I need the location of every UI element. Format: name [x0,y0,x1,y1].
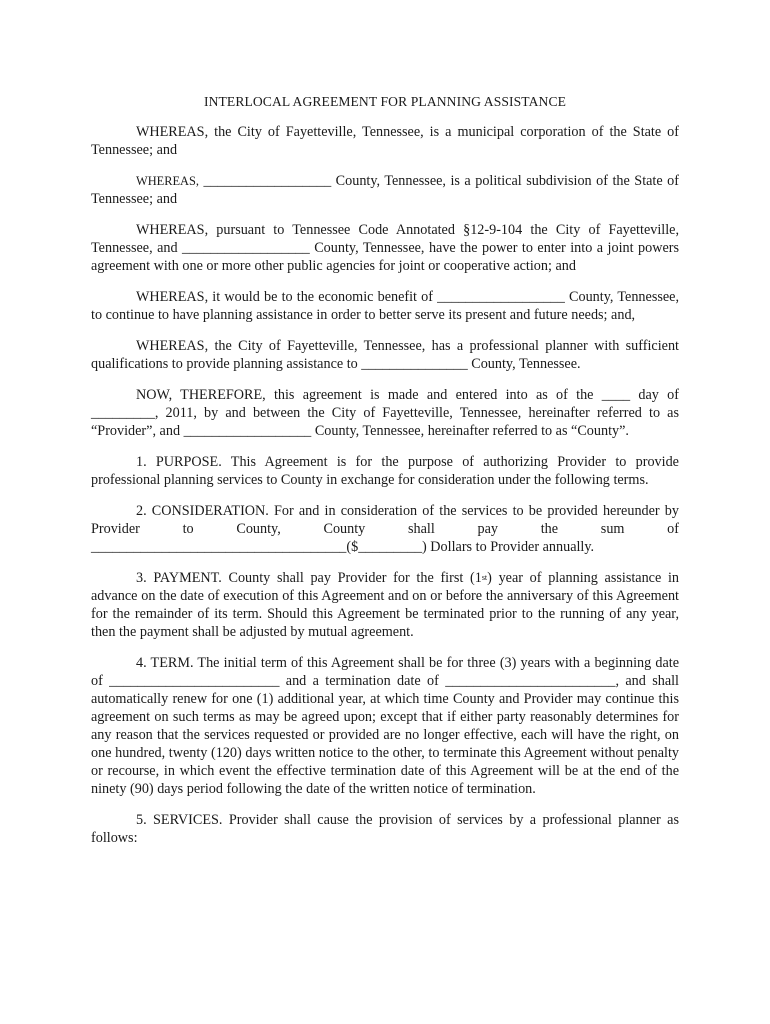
payment-text-b: ) year of planning assistance in advance on the date of execution of this Agreement and on or before the anniversary of this Agreement for the remainder of its term. Should this Agreement be terminated prior to the running of any year, then the payment shall be adjusted by mutual agreement. [91,570,679,640]
purpose-section: 1. PURPOSE. This Agreement is for the purpose of authorizing Provider to provide professional planning services to County in exchange for consideration under the following terms. [91,454,679,488]
whereas-county-paragraph [91,172,679,208]
payment-section [91,569,679,641]
whereas-benefit-paragraph: WHEREAS, it would be to the economic benefit of __________________ County, Tennessee, to continue to have planning assistance in order to better serve its present and future needs; and, [91,289,679,323]
whereas-planner-paragraph: WHEREAS, the City of Fayetteville, Tennessee, has a professional planner with sufficient qualifications to provide planning assistance to _______________ County, Tennessee. [91,338,679,372]
services-section: 5. SERVICES. Provider shall cause the provision of services by a professional planner as follows: [91,812,679,846]
whereas-county-text: __________________ County, Tennessee, is a political subdivision of the State of Tennessee; and [91,173,679,207]
document-page [91,93,679,860]
payment-text-a: 3. PAYMENT. County shall pay Provider for the first (1 [136,570,482,586]
whereas-power-paragraph: WHEREAS, pursuant to Tennessee Code Annotated §12-9-104 the City of Fayetteville, Tennessee, and __________________ County, Tennessee, have the power to enter into a joint powers agreement with one or more other public agencies for joint or cooperative action; and [91,222,679,274]
whereas-city-paragraph: WHEREAS, the City of Fayetteville, Tennessee, is a municipal corporation of the State of Tennessee; and [91,124,679,158]
document-title: INTERLOCAL AGREEMENT FOR PLANNING ASSISTANCE [203,94,567,109]
whereas-lead: WHEREAS, [136,174,199,188]
consideration-section: 2. CONSIDERATION. For and in consideration of the services to be provided hereunder by Provider to County, County shall pay the sum of ____________________________________($_________) Dollars to Provider annually. [91,503,679,555]
term-section: 4. TERM. The initial term of this Agreement shall be for three (3) years with a beginning date of ________________________ and a termination date of ________________________, and shall automatically renew for one (1) additional year, at which time County and Provider may continue this agreement on such terms as may be agreed upon; except that if either party reasonably determines for any reason that the services requested or provided are no longer effective, each will have the right, on one hundred, twenty (120) days written notice to the other, to terminate this Agreement without penalty or recourse, in which event the effective termination date of this Agreement will be at the end of the ninety (90) days period following the date of the written notice of termination. [91,655,679,797]
ordinal-superscript: st [481,573,488,582]
now-therefore-paragraph: NOW, THEREFORE, this agreement is made and entered into as of the ____ day of _________, 2011, by and between the City of Fayetteville, Tennessee, hereinafter referred to as “Provider”, and __________________ County, Tennessee, hereinafter referred to as “County”. [91,387,679,439]
